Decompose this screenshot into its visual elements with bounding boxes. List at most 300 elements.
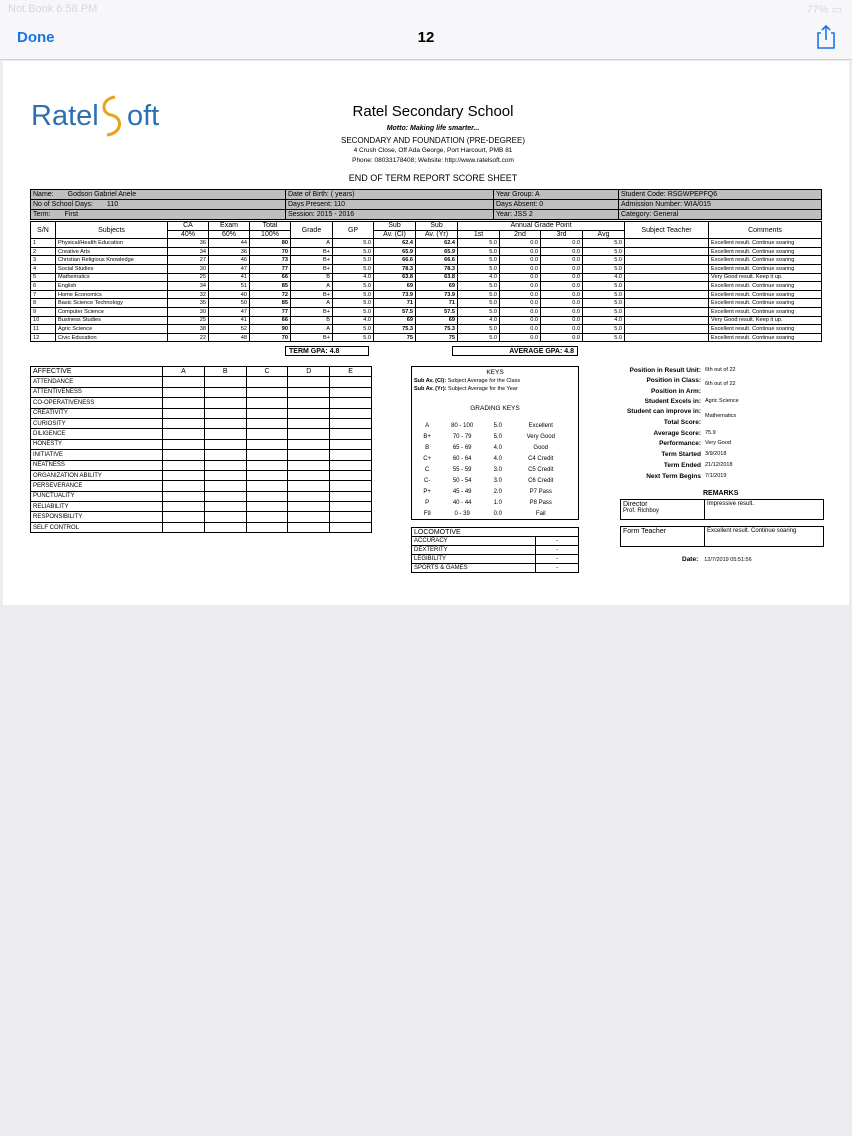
header-sub-av-yr: Sub [416, 222, 458, 231]
total-score: 77 [250, 307, 291, 316]
next-term: 7/1/2019 [705, 473, 727, 479]
header-ca: CA [168, 222, 209, 231]
total-score: 66 [250, 316, 291, 325]
first-term-gp: 5.0 [458, 333, 500, 342]
grade: A [291, 239, 333, 248]
grading-remark: Fail [535, 510, 546, 517]
grading-remark: Good [533, 445, 549, 452]
grading-remark: C5 Credit [528, 467, 554, 473]
affective-rating [330, 418, 372, 428]
total-score: 70 [250, 247, 291, 256]
affective-trait: NEATNESS [31, 460, 163, 470]
class-average: 69 [374, 282, 416, 291]
affective-trait: CO-OPERATIVENESS [31, 398, 163, 408]
grading-range: 65 - 69 [452, 445, 472, 452]
sn: 7 [31, 290, 56, 299]
school-address: 4 Crush Close, Off Ada George, Port Harcourt, PMB 81 [353, 147, 513, 154]
grading-row [418, 454, 574, 465]
affective-rating [204, 418, 246, 428]
affective-rating [330, 408, 372, 418]
performance-label: Performance: [659, 440, 701, 447]
header-comments: Comments [709, 222, 822, 239]
subject-name: Mathematics [56, 273, 168, 282]
grading-grade: C+ [423, 456, 432, 463]
grading-range: 0 - 39 [454, 510, 470, 517]
subject-name: Physical/Health Education [56, 239, 168, 248]
affective-rating [288, 502, 330, 512]
class-average: 62.4 [374, 239, 416, 248]
affective-rating [330, 460, 372, 470]
comment: Very Good result. Keep it up. [709, 316, 822, 325]
first-term-gp: 5.0 [458, 325, 500, 334]
table-row [31, 512, 372, 522]
grading-point: 3.0 [493, 477, 502, 484]
grade-point: 4.0 [333, 273, 374, 282]
grade-point: 5.0 [333, 299, 374, 308]
position-class-label: Position in Class: [646, 377, 701, 384]
grading-grade: A [425, 423, 430, 430]
subject-teacher [625, 333, 709, 342]
year-average: 73.9 [416, 290, 458, 299]
third-term-gp: 0.0 [541, 239, 583, 248]
status-left: Not Book 6:58 PM [8, 3, 98, 15]
second-term-gp: 0.0 [500, 282, 541, 291]
third-term-gp: 0.0 [541, 307, 583, 316]
exam-score: 50 [209, 299, 250, 308]
first-term-gp: 5.0 [458, 264, 500, 273]
grading-grade: P+ [423, 488, 431, 495]
director-remark: Impressive result. [705, 500, 824, 520]
table-row [31, 264, 822, 273]
subject-name: Business Studies [56, 316, 168, 325]
subject-teacher [625, 282, 709, 291]
affective-rating [246, 408, 288, 418]
first-term-gp: 5.0 [458, 239, 500, 248]
header-sub-av-cl-b: Av. (Cl) [374, 230, 416, 239]
subject-name: Creative Arts [56, 247, 168, 256]
class-average: 71 [374, 299, 416, 308]
affective-rating [246, 387, 288, 397]
affective-rating [330, 439, 372, 449]
affective-rating [163, 450, 205, 460]
grading-grade: P [425, 499, 430, 506]
school-category: SECONDARY AND FOUNDATION (PRE-DEGREE) [340, 136, 526, 145]
school-name: Ratel Secondary School [352, 103, 514, 120]
exam-score: 52 [209, 325, 250, 334]
grading-point: 2.0 [493, 488, 502, 495]
affective-rating [288, 398, 330, 408]
table-row [31, 325, 822, 334]
affective-rating [330, 512, 372, 522]
comment: Excellent result. Continue soaring [709, 299, 822, 308]
school-days-label: No of School Days: [33, 201, 93, 208]
header-subjects: Subjects [56, 222, 168, 239]
class-average: 63.8 [374, 273, 416, 282]
table-row [31, 256, 822, 265]
first-term-gp: 5.0 [458, 290, 500, 299]
affective-rating [246, 512, 288, 522]
year-average: 63.8 [416, 273, 458, 282]
sn: 5 [31, 273, 56, 282]
table-row [412, 564, 579, 573]
subject-teacher [625, 264, 709, 273]
grading-row [418, 497, 574, 508]
next-term-label: Next Term Begins [646, 473, 701, 480]
grade: B+ [291, 307, 333, 316]
grading-point: 0.0 [493, 510, 502, 517]
svg-text:oft: oft [127, 100, 160, 132]
sn: 2 [31, 247, 56, 256]
total-score: 73 [250, 256, 291, 265]
term-ended-label: Term Ended [663, 462, 701, 469]
position-class: 6th out of 22 [705, 381, 736, 387]
second-term-gp: 0.0 [500, 264, 541, 273]
affective-rating [288, 481, 330, 491]
year-average: 75 [416, 333, 458, 342]
class-average: 66.6 [374, 256, 416, 265]
average-gp: 5.0 [583, 325, 625, 334]
grading-row [418, 421, 574, 432]
table-row [31, 316, 822, 325]
term-gpa: TERM GPA: 4.8 [285, 346, 369, 356]
grading-point: 4.0 [493, 456, 502, 463]
header-ca-pct: 40% [168, 230, 209, 239]
affective-rating [163, 377, 205, 387]
year-average: 71 [416, 299, 458, 308]
second-term-gp: 0.0 [500, 247, 541, 256]
form-teacher-label: Form Teacher [621, 527, 705, 547]
school-contact: Phone: 08033178408; Website: http://www.ratelsoft.com [352, 157, 514, 164]
subject-teacher [625, 316, 709, 325]
subject-name: English [56, 282, 168, 291]
affective-table [30, 366, 372, 533]
date-value: 12/7/2019 05:51:56 [704, 557, 752, 563]
scores-table [30, 221, 822, 342]
second-term-gp: 0.0 [500, 333, 541, 342]
student-info-table [30, 189, 822, 220]
affective-trait: PERSEVERANCE [31, 481, 163, 491]
exam-score: 36 [209, 247, 250, 256]
table-row [31, 522, 372, 532]
key-cl-desc: Subject Average for the Class [446, 378, 521, 384]
position-unit: 6th out of 22 [705, 367, 736, 373]
category: Category: General [619, 210, 822, 220]
affective-rating [288, 460, 330, 470]
first-term-gp: 5.0 [458, 256, 500, 265]
first-term-gp: 5.0 [458, 307, 500, 316]
affective-col-b: B [204, 367, 246, 377]
affective-rating [330, 398, 372, 408]
subject-teacher [625, 247, 709, 256]
position-unit-label: Position in Result Unit: [629, 367, 701, 374]
sn: 8 [31, 299, 56, 308]
exam-score: 47 [209, 264, 250, 273]
grading-row [418, 508, 574, 519]
affective-trait: ORGANIZATION ABILITY [31, 470, 163, 480]
exam-score: 44 [209, 239, 250, 248]
affective-rating [330, 387, 372, 397]
third-term-gp: 0.0 [541, 256, 583, 265]
grading-title: GRADING KEYS [470, 405, 520, 412]
third-term-gp: 0.0 [541, 247, 583, 256]
grade: A [291, 325, 333, 334]
subject-teacher [625, 256, 709, 265]
table-row [31, 450, 372, 460]
grading-range: 40 - 44 [452, 499, 472, 506]
affective-rating [330, 470, 372, 480]
total-score: 80 [250, 239, 291, 248]
student-name: Godson Gabriel Anele [67, 191, 137, 198]
affective-rating [330, 429, 372, 439]
affective-col-d: D [288, 367, 330, 377]
affective-rating [204, 481, 246, 491]
ca-score: 25 [168, 316, 209, 325]
second-term-gp: 0.0 [500, 239, 541, 248]
grading-remark: Very Good [526, 434, 555, 441]
average-gp: 5.0 [583, 333, 625, 342]
grading-keys-table [418, 421, 574, 519]
table-row [31, 429, 372, 439]
subject-name: Christian Religious Knowledge [56, 256, 168, 265]
affective-rating [288, 491, 330, 501]
affective-rating [330, 502, 372, 512]
affective-trait: CREATIVITY [31, 408, 163, 418]
table-row [31, 470, 372, 480]
affective-rating [246, 522, 288, 532]
comment: Excellent result. Continue soaring [709, 282, 822, 291]
affective-rating [246, 491, 288, 501]
subject-teacher [625, 307, 709, 316]
affective-trait: INITIATIVE [31, 450, 163, 460]
header-3rd: 3rd [541, 230, 583, 239]
table-row [31, 273, 822, 282]
table-row [31, 247, 822, 256]
grading-point: 1.0 [493, 499, 502, 506]
subject-name: Social Studies [56, 264, 168, 273]
keys-title: KEYS [486, 369, 504, 376]
locomotive-skill: DEXTERITY [412, 546, 536, 555]
sn: 12 [31, 333, 56, 342]
class-average: 65.9 [374, 247, 416, 256]
done-button[interactable]: Done [17, 29, 55, 46]
affective-rating [288, 450, 330, 460]
share-icon[interactable] [814, 24, 838, 50]
average-gp: 5.0 [583, 239, 625, 248]
first-term-gp: 4.0 [458, 273, 500, 282]
affective-trait: PUNCTUALITY [31, 491, 163, 501]
average-gp: 5.0 [583, 307, 625, 316]
third-term-gp: 0.0 [541, 299, 583, 308]
header-exam: Exam [209, 222, 250, 231]
locomotive-skill: SPORTS & GAMES [412, 564, 536, 573]
affective-trait: ATTENDANCE [31, 377, 163, 387]
table-row [31, 502, 372, 512]
position-arm-label: Position in Arm: [651, 388, 701, 395]
affective-rating [163, 512, 205, 522]
affective-rating [163, 398, 205, 408]
affective-trait: CURIOSITY [31, 418, 163, 428]
header-avg: Avg [583, 230, 625, 239]
affective-rating [204, 408, 246, 418]
grading-grade: C- [424, 477, 431, 484]
third-term-gp: 0.0 [541, 282, 583, 291]
third-term-gp: 0.0 [541, 325, 583, 334]
locomotive-rating: - [536, 546, 579, 555]
improve-subject: Mathematics [705, 413, 737, 419]
affective-trait: DILIGENCE [31, 429, 163, 439]
sn: 11 [31, 325, 56, 334]
excels-subject: Agric Science [705, 398, 739, 404]
average-gp: 5.0 [583, 256, 625, 265]
subject-teacher [625, 273, 709, 282]
grading-grade: C [425, 467, 430, 473]
table-row [31, 239, 822, 248]
remarks-title: REMARKS [703, 490, 739, 497]
comment: Very Good result. Keep it up. [709, 273, 822, 282]
grading-range: 80 - 100 [451, 423, 474, 430]
key-yr-desc: Subject Average for the Year [446, 386, 518, 392]
affective-rating [246, 418, 288, 428]
affective-rating [204, 470, 246, 480]
exam-score: 48 [209, 333, 250, 342]
affective-col-e: E [330, 367, 372, 377]
class-average: 75.3 [374, 325, 416, 334]
year: Year: JSS 2 [494, 210, 619, 220]
comment: Excellent result. Continue soaring [709, 307, 822, 316]
affective-rating [330, 522, 372, 532]
key-yr-label: Sub Av. (Yr): [414, 386, 447, 392]
name-label: Name: [33, 191, 54, 198]
school-days: 110 [106, 201, 119, 208]
average-gp: 4.0 [583, 273, 625, 282]
table-row [412, 537, 579, 546]
report-date [682, 556, 752, 563]
header-sub-av-yr-b: Av. (Yr) [416, 230, 458, 239]
affective-rating [163, 429, 205, 439]
average-gp: 4.0 [583, 316, 625, 325]
grading-row [418, 475, 574, 486]
average-gp: 5.0 [583, 299, 625, 308]
affective-rating [288, 439, 330, 449]
comment: Excellent result. Continue soaring [709, 325, 822, 334]
affective-rating [246, 439, 288, 449]
header-sub-av-cl: Sub [374, 222, 416, 231]
total-score: 66 [250, 273, 291, 282]
sn: 3 [31, 256, 56, 265]
affective-rating [288, 522, 330, 532]
header-total-pct: 100% [250, 230, 291, 239]
affective-rating [288, 377, 330, 387]
grade: A [291, 299, 333, 308]
affective-rating [288, 512, 330, 522]
year-average: 62.4 [416, 239, 458, 248]
total-score-label: Total Score: [663, 419, 701, 426]
affective-rating [288, 387, 330, 397]
performance: Very Good [705, 440, 731, 446]
third-term-gp: 0.0 [541, 290, 583, 299]
grade: A [291, 282, 333, 291]
grading-row [418, 465, 574, 476]
affective-rating [163, 481, 205, 491]
days-present: Days Present: 110 [286, 200, 494, 210]
ca-score: 30 [168, 307, 209, 316]
affective-trait: RELIABILITY [31, 502, 163, 512]
grade-point: 5.0 [333, 264, 374, 273]
affective-trait: RESPONSIBILITY [31, 512, 163, 522]
affective-rating [204, 387, 246, 397]
key-cl-label: Sub Av. (Cl): [414, 378, 447, 384]
comment: Excellent result. Continue soaring [709, 290, 822, 299]
year-average: 69 [416, 282, 458, 291]
affective-rating [204, 398, 246, 408]
grading-row [418, 443, 574, 454]
grade-point: 5.0 [333, 333, 374, 342]
status-bar [0, 0, 852, 20]
ca-score: 32 [168, 290, 209, 299]
grading-grade: B [425, 445, 430, 452]
subject-teacher [625, 299, 709, 308]
third-term-gp: 0.0 [541, 316, 583, 325]
comment: Excellent result. Continue soaring [709, 239, 822, 248]
grade-point: 5.0 [333, 282, 374, 291]
table-row [31, 307, 822, 316]
third-term-gp: 0.0 [541, 333, 583, 342]
average-gp: 5.0 [583, 264, 625, 273]
table-row [31, 299, 822, 308]
director-label: Director [623, 501, 648, 508]
affective-trait: SELF CONTROL [31, 522, 163, 532]
grading-grade: F9 [423, 510, 431, 517]
subject-teacher [625, 239, 709, 248]
ca-score: 30 [168, 264, 209, 273]
grading-range: 70 - 79 [452, 434, 472, 441]
term-started-label: Term Started [661, 451, 701, 458]
header-grade: Grade [291, 222, 333, 239]
total-score: 70 [250, 333, 291, 342]
second-term-gp: 0.0 [500, 290, 541, 299]
days-absent: Days Absent: 0 [494, 200, 619, 210]
total-score: 85 [250, 282, 291, 291]
affective-rating [246, 450, 288, 460]
affective-rating [246, 460, 288, 470]
affective-rating [204, 491, 246, 501]
teacher-remark-table [620, 526, 824, 547]
header-exam-pct: 60% [209, 230, 250, 239]
affective-rating [330, 450, 372, 460]
grading-remark: P7 Pass [529, 488, 552, 495]
header-teacher: Subject Teacher [625, 222, 709, 239]
grade-point: 5.0 [333, 239, 374, 248]
ca-score: 35 [168, 299, 209, 308]
term: First [64, 211, 79, 218]
average-gpa: AVERAGE GPA: 4.8 [452, 346, 578, 356]
locomotive-skill: LEGIBILITY [412, 555, 536, 564]
ca-score: 36 [168, 239, 209, 248]
affective-rating [204, 512, 246, 522]
locomotive-rating: - [536, 537, 579, 546]
locomotive-table [411, 527, 579, 573]
subject-name: Basic Science Technology [56, 299, 168, 308]
subject-teacher [625, 325, 709, 334]
average-score-label: Average Score: [653, 430, 701, 437]
session: Session: 2015 - 2016 [286, 210, 494, 220]
first-term-gp: 5.0 [458, 247, 500, 256]
table-row [31, 439, 372, 449]
grade: B [291, 316, 333, 325]
header-annual: Annual Grade Point [458, 222, 625, 231]
grading-point: 4.0 [493, 445, 502, 452]
student-code: Student Code: RSGWPEPFQ6 [619, 190, 822, 200]
